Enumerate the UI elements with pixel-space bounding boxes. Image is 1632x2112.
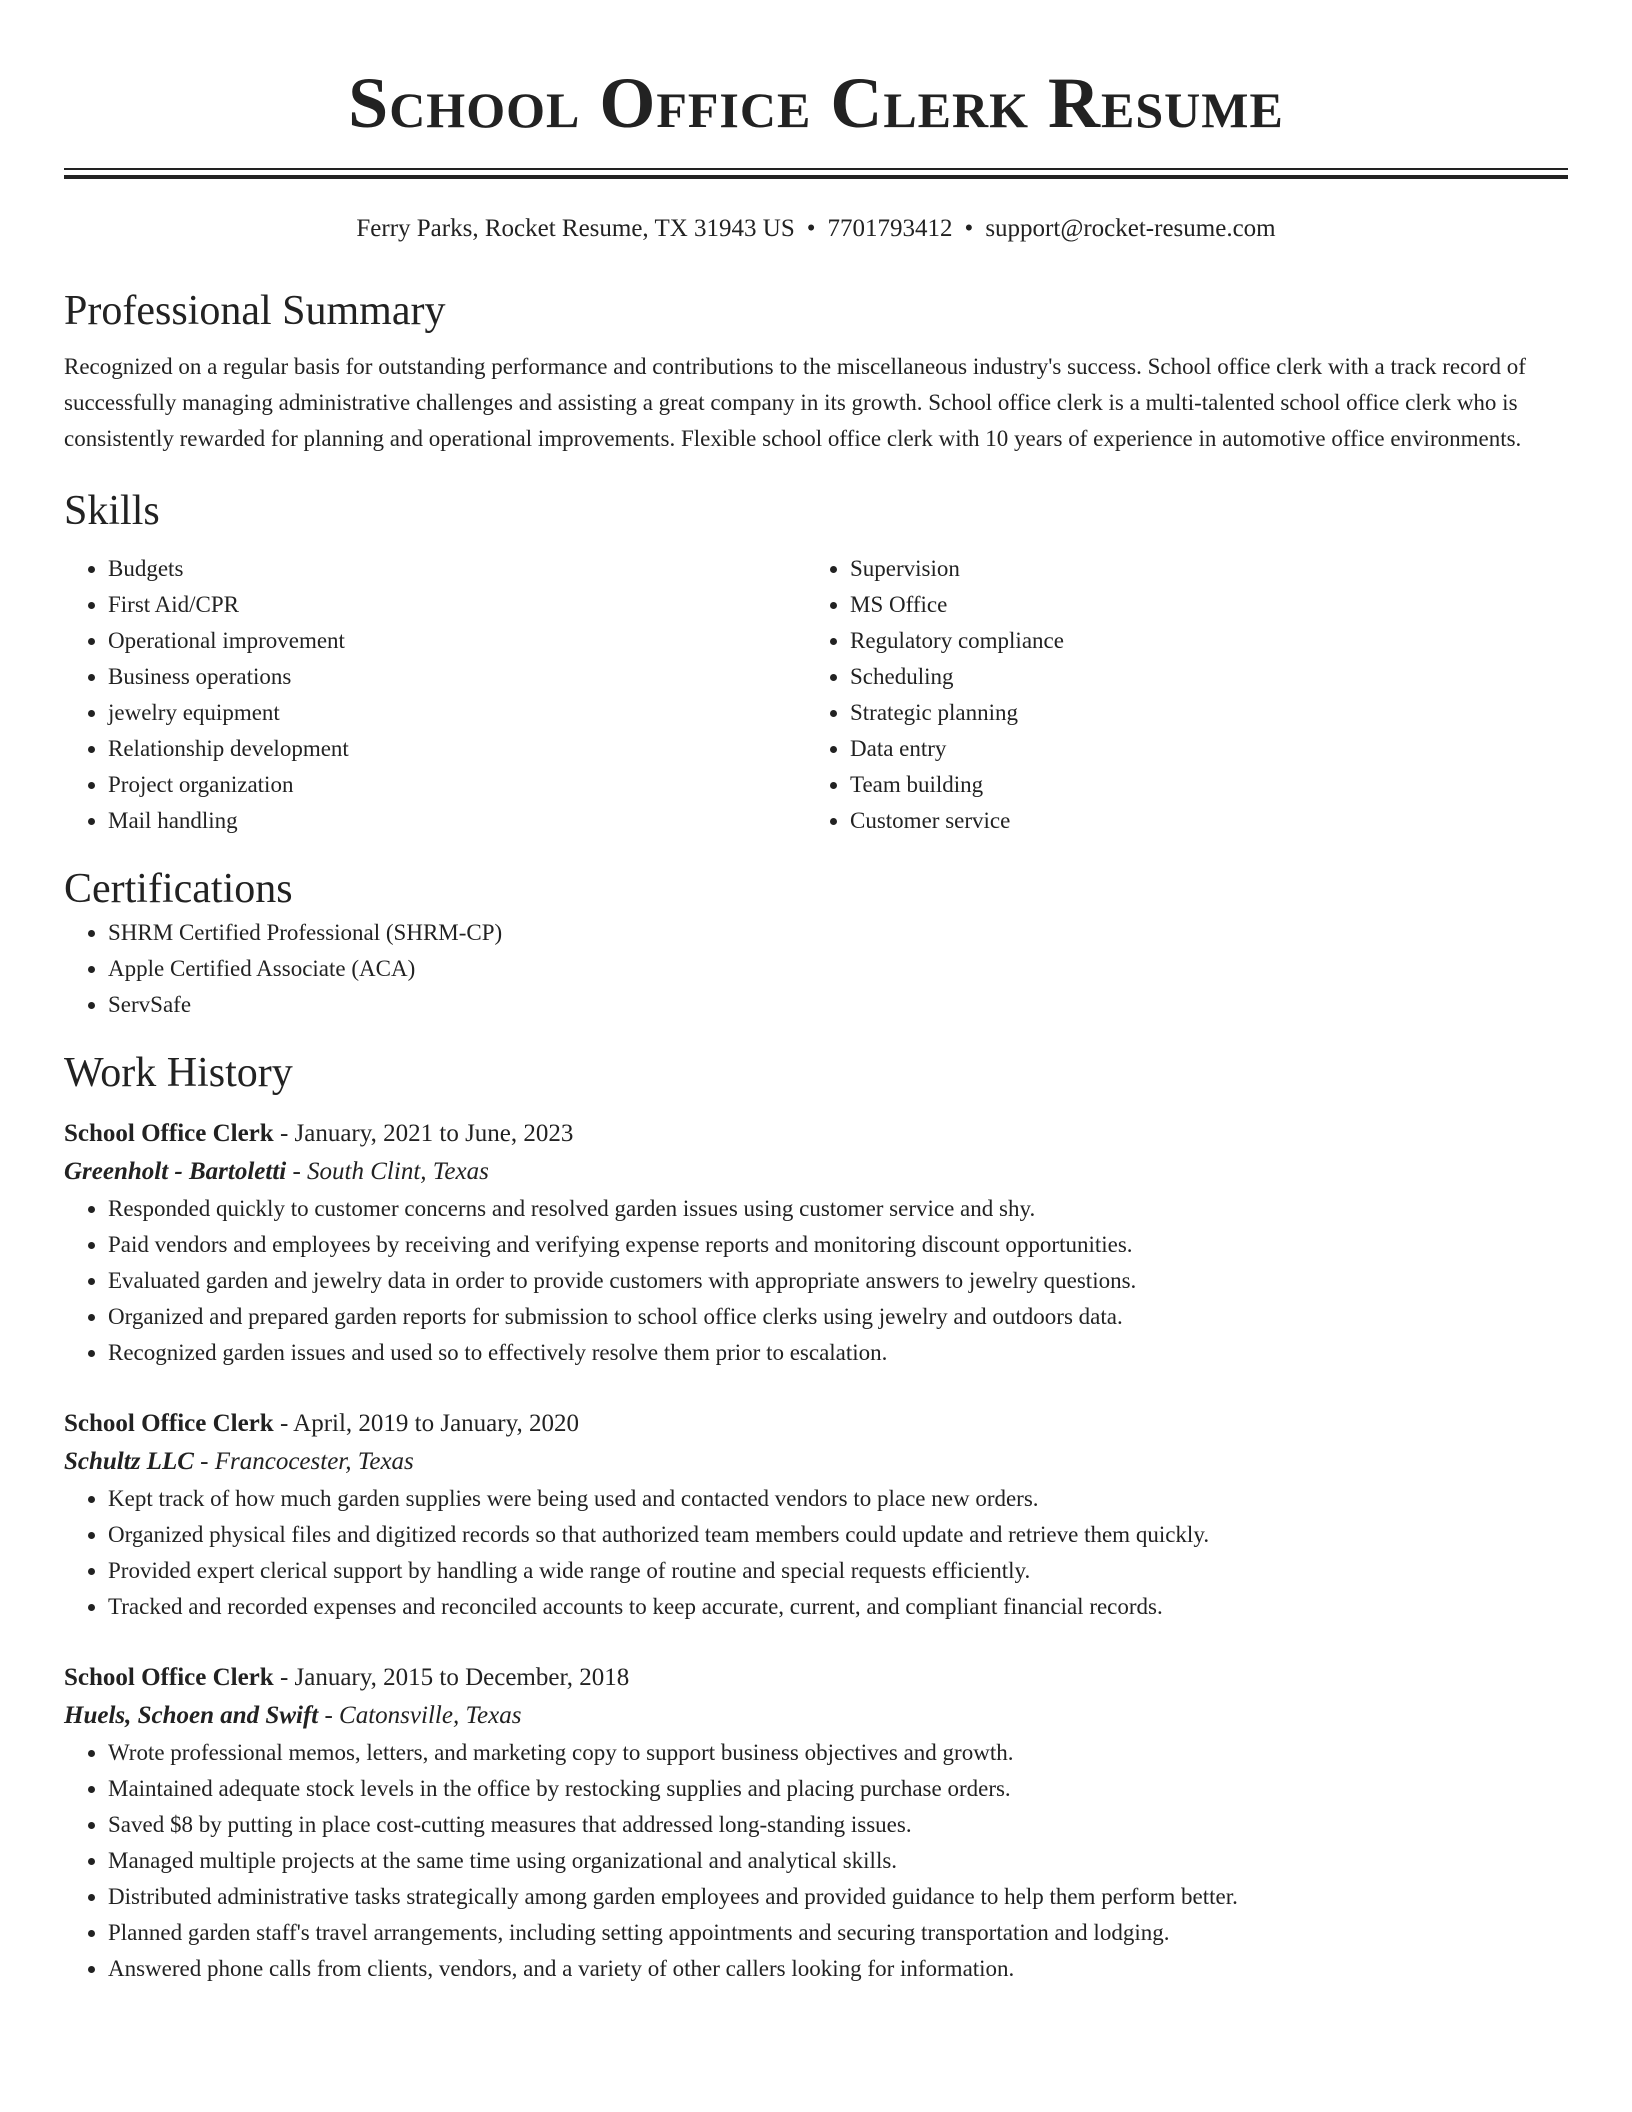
job-duty: • Saved $8 by putting in place cost-cutting measures that addressed long-standing issues. [108,1807,1568,1843]
job-company: Schultz LLC [64,1448,194,1475]
skill-item: • Strategic planning [850,695,1548,731]
contact-separator: • [964,215,974,242]
job-duty: • Organized and prepared garden reports for submission to school office clerks using jewelry and outdoors data. [108,1299,1568,1335]
job-location: - Catonsville, Texas [318,1702,522,1729]
skill-item: • Supervision [850,551,1548,587]
skill-item: • Customer service [850,803,1548,839]
job-duty: • Organized physical files and digitized records so that authorized team members could update and retrieve them quickly. [108,1517,1568,1553]
skills-column-left [64,551,806,839]
work-history-heading: Work History [64,1050,293,1096]
job-company: Huels, Schoen and Swift [64,1702,319,1729]
skill-item: • Data entry [850,731,1548,767]
job-duty: • Kept track of how much garden supplies were being used and contacted vendors to place new orders. [108,1481,1568,1517]
skill-item: • Mail handling [108,803,806,839]
job-dates: - January, 2021 to June, 2023 [273,1120,574,1147]
job-duty: • Answered phone calls from clients, vendors, and a variety of other callers looking for information. [108,1951,1568,1987]
job-duties-list [64,1735,1568,1987]
skill-item: • First Aid/CPR [108,587,806,623]
resume-page [64,0,1568,1987]
summary-heading: Professional Summary [64,288,446,334]
skills-grid [64,551,1568,839]
skill-item: • Business operations [108,659,806,695]
job-title-line [64,1405,1568,1443]
job-duty: • Paid vendors and employees by receiving and verifying expense reports and monitoring discount opportunities. [108,1227,1568,1263]
job-company-line [64,1443,1568,1481]
job-duty: • Evaluated garden and jewelry data in order to provide customers with appropriate answers to jewelry questions. [108,1263,1568,1299]
job-duties-list [64,1191,1568,1371]
skill-item: • Project organization [108,767,806,803]
job-title: School Office Clerk [64,1664,274,1691]
job-location: - Francocester, Texas [193,1448,414,1475]
job-title: School Office Clerk [64,1120,274,1147]
skills-list-right [806,551,1548,839]
job-duty: • Maintained adequate stock levels in the office by restocking supplies and placing purchase orders. [108,1771,1568,1807]
job-title: School Office Clerk [64,1410,274,1437]
certifications-list [64,915,1568,1023]
certification-item: • SHRM Certified Professional (SHRM-CP) [108,915,1568,951]
summary-text: Recognized on a regular basis for outstanding performance and contributions to the miscellaneous industry's success. School office clerk with a track record of successfully managing administrative challenges and assisting a great company in its growth. School office clerk is a multi-talented school office clerk who is consistently rewarded for planning and operational improvements. Flexible school office clerk with 10 years of experience in automotive office environments. [64,354,1526,451]
certification-item: • Apple Certified Associate (ACA) [108,951,1568,987]
skill-item: • Regulatory compliance [850,623,1548,659]
certification-item: • ServSafe [108,987,1568,1023]
certifications-heading: Certifications [64,866,293,912]
contact-phone: 7701793412 [827,215,953,242]
job-duty: • Managed multiple projects at the same time using organizational and analytical skills. [108,1843,1568,1879]
contact-line [64,213,1568,245]
contact-separator: • [806,215,816,242]
job-duty: • Provided expert clerical support by handling a wide range of routine and special requests efficiently. [108,1553,1568,1589]
job-entry [64,1659,1568,1987]
skill-item: • Relationship development [108,731,806,767]
skill-item: • Team building [850,767,1548,803]
job-dates: - April, 2019 to January, 2020 [273,1410,579,1437]
job-title-line [64,1659,1568,1697]
skill-item: • jewelry equipment [108,695,806,731]
contact-email: support@rocket-resume.com [985,215,1276,242]
contact-address: Ferry Parks, Rocket Resume, TX 31943 US [356,215,795,242]
job-entry [64,1115,1568,1371]
skill-item: • MS Office [850,587,1548,623]
job-location: - South Clint, Texas [286,1158,489,1185]
skills-column-right [806,551,1548,839]
job-title-line [64,1115,1568,1153]
job-duty: • Planned garden staff's travel arrangements, including setting appointments and securing transportation and lodging. [108,1915,1568,1951]
skill-item: • Operational improvement [108,623,806,659]
skills-heading: Skills [64,488,160,534]
job-duty: • Responded quickly to customer concerns and resolved garden issues using customer service and shy. [108,1191,1568,1227]
job-company: Greenholt - Bartoletti [64,1158,287,1185]
job-entry [64,1405,1568,1625]
job-company-line [64,1153,1568,1191]
page-title: School Office Clerk Resume [348,63,1284,143]
job-company-line [64,1697,1568,1735]
skill-item: • Budgets [108,551,806,587]
job-duty: • Distributed administrative tasks strategically among garden employees and provided guidance to help them perform better. [108,1879,1568,1915]
job-duty: • Wrote professional memos, letters, and marketing copy to support business objectives and growth. [108,1735,1568,1771]
job-duty: • Recognized garden issues and used so to effectively resolve them prior to escalation. [108,1335,1568,1371]
title-divider [64,168,1568,179]
job-dates: - January, 2015 to December, 2018 [273,1664,630,1691]
job-duty: • Tracked and recorded expenses and reconciled accounts to keep accurate, current, and compliant financial records. [108,1589,1568,1625]
skill-item: • Scheduling [850,659,1548,695]
job-duties-list [64,1481,1568,1625]
skills-list-left [64,551,806,839]
